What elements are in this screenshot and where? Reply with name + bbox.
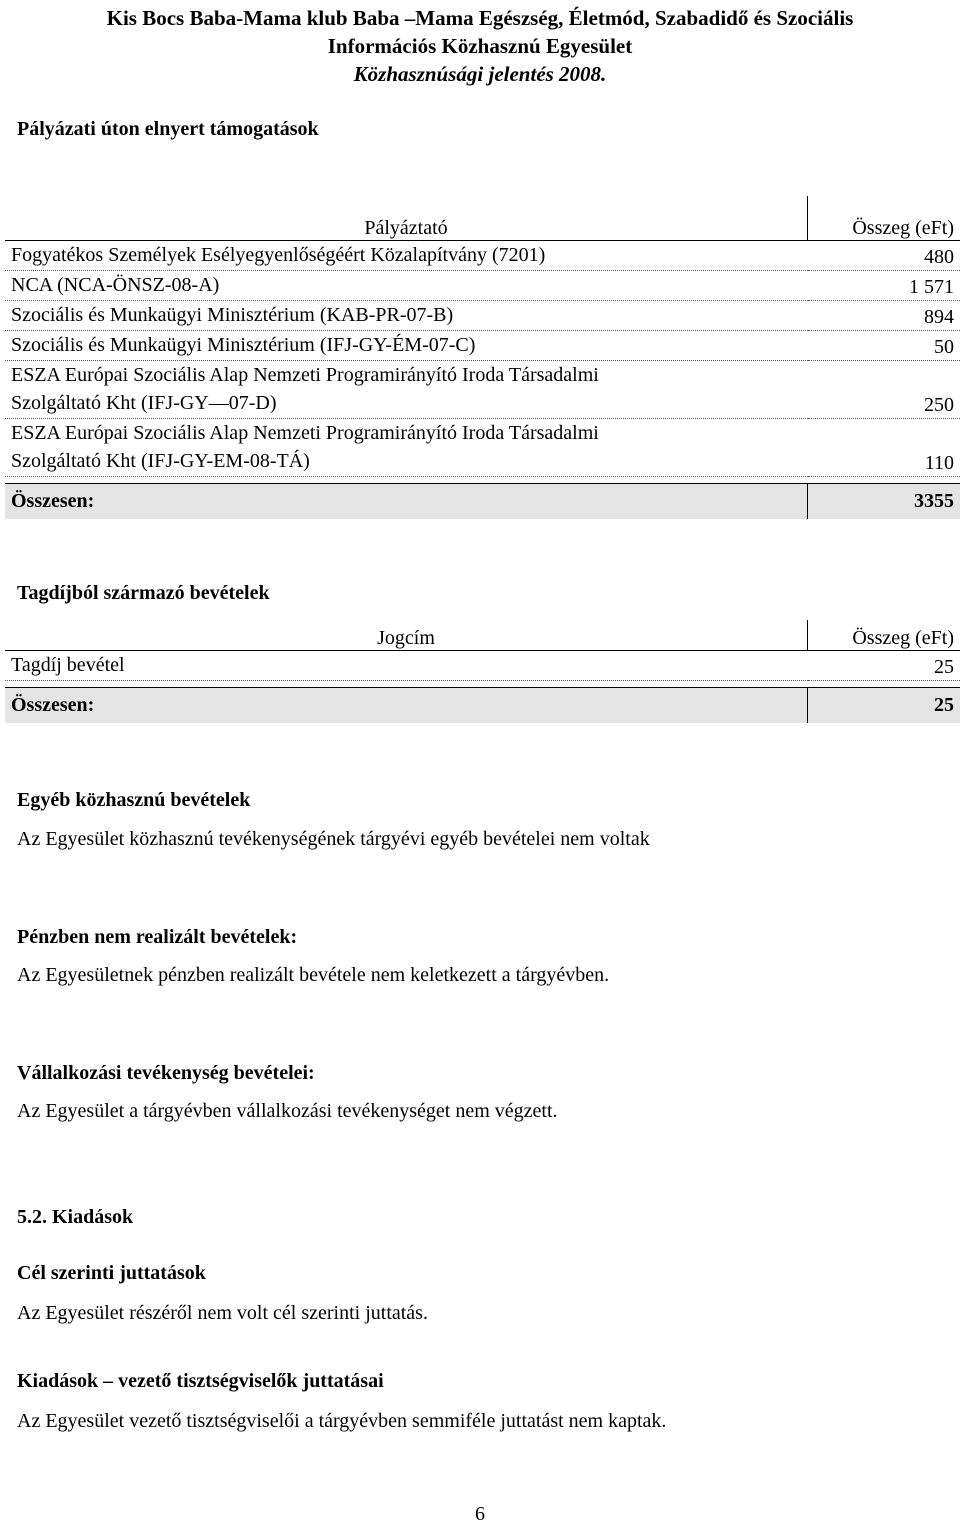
table-spacer bbox=[5, 681, 960, 688]
fees-total-label: Összesen: bbox=[5, 688, 808, 724]
org-name-line1: Kis Bocs Baba-Mama klub Baba –Mama Egészség, Életmód, Szabadidő és Szociális bbox=[0, 4, 960, 32]
section-text: Az Egyesület közhasznú tevékenységének tárgyévi egyéb bevételei nem voltak bbox=[17, 828, 650, 851]
grant-amount: 894 bbox=[808, 301, 960, 331]
fee-amount: 25 bbox=[808, 651, 960, 681]
org-name-line2: Információs Közhasznú Egyesület bbox=[0, 32, 960, 60]
grants-table bbox=[5, 196, 960, 519]
section-title: Pénzben nem realizált bevételek: bbox=[17, 926, 297, 949]
fees-heading: Tagdíjból származó bevételek bbox=[17, 582, 270, 605]
table-row bbox=[5, 241, 960, 271]
report-title: Közhasznúsági jelentés 2008. bbox=[0, 60, 960, 88]
expenses-sub1-title: Cél szerinti juttatások bbox=[17, 1262, 206, 1285]
grant-name: ESZA Európai Szociális Alap Nemzeti Programirányító Iroda Társadalmi Szolgáltató Kht (IFJ-GY—07-D) bbox=[5, 361, 808, 419]
expenses-sub2-text: Az Egyesület vezető tisztségviselői a tárgyévben semmiféle juttatást nem kaptak. bbox=[17, 1410, 666, 1433]
grant-name: Szociális és Munkaügyi Minisztérium (KAB-PR-07-B) bbox=[5, 301, 808, 331]
table-row bbox=[5, 271, 960, 301]
fees-total-row bbox=[5, 688, 960, 724]
grant-name: Fogyatékos Személyek Esélyegyenlőségéért Közalapítvány (7201) bbox=[5, 241, 808, 271]
expenses-sub2-title: Kiadások – vezető tisztségviselők juttatásai bbox=[17, 1370, 384, 1393]
table-row bbox=[5, 419, 960, 477]
grants-total-value: 3355 bbox=[808, 484, 960, 520]
grant-amount: 480 bbox=[808, 241, 960, 271]
grants-col-name: Pályáztató bbox=[5, 196, 808, 241]
expenses-heading: 5.2. Kiadások bbox=[17, 1206, 133, 1229]
fees-table bbox=[5, 620, 960, 723]
table-row bbox=[5, 651, 960, 681]
grants-col-amount: Összeg (eFt) bbox=[808, 196, 960, 241]
grant-amount: 50 bbox=[808, 331, 960, 361]
grants-total-row bbox=[5, 484, 960, 520]
table-spacer bbox=[5, 477, 960, 484]
table-row bbox=[5, 361, 960, 419]
grant-name: Szociális és Munkaügyi Minisztérium (IFJ-GY-ÉM-07-C) bbox=[5, 331, 808, 361]
table-row bbox=[5, 331, 960, 361]
grant-name: ESZA Európai Szociális Alap Nemzeti Programirányító Iroda Társadalmi Szolgáltató Kht (IFJ-GY-EM-08-TÁ) bbox=[5, 419, 808, 477]
grant-amount: 1 571 bbox=[808, 271, 960, 301]
grants-heading: Pályázati úton elnyert támogatások bbox=[17, 118, 319, 141]
section-text: Az Egyesület a tárgyévben vállalkozási tevékenységet nem végzett. bbox=[17, 1100, 558, 1123]
section-text: Az Egyesületnek pénzben realizált bevétele nem keletkezett a tárgyévben. bbox=[17, 964, 609, 987]
section-title: Egyéb közhasznú bevételek bbox=[17, 789, 250, 812]
grants-table-header bbox=[5, 196, 960, 241]
grant-amount: 110 bbox=[808, 419, 960, 477]
fee-name: Tagdíj bevétel bbox=[5, 651, 808, 681]
fees-col-amount: Összeg (eFt) bbox=[808, 620, 960, 651]
grant-amount: 250 bbox=[808, 361, 960, 419]
page-number: 6 bbox=[0, 1503, 960, 1526]
grant-name: NCA (NCA-ÖNSZ-08-A) bbox=[5, 271, 808, 301]
fees-table-header bbox=[5, 620, 960, 651]
expenses-sub1-text: Az Egyesület részéről nem volt cél szerinti juttatás. bbox=[17, 1302, 428, 1325]
table-row bbox=[5, 301, 960, 331]
section-title: Vállalkozási tevékenység bevételei: bbox=[17, 1062, 315, 1085]
fees-col-name: Jogcím bbox=[5, 620, 808, 651]
fees-total-value: 25 bbox=[808, 688, 960, 724]
grants-total-label: Összesen: bbox=[5, 484, 808, 520]
